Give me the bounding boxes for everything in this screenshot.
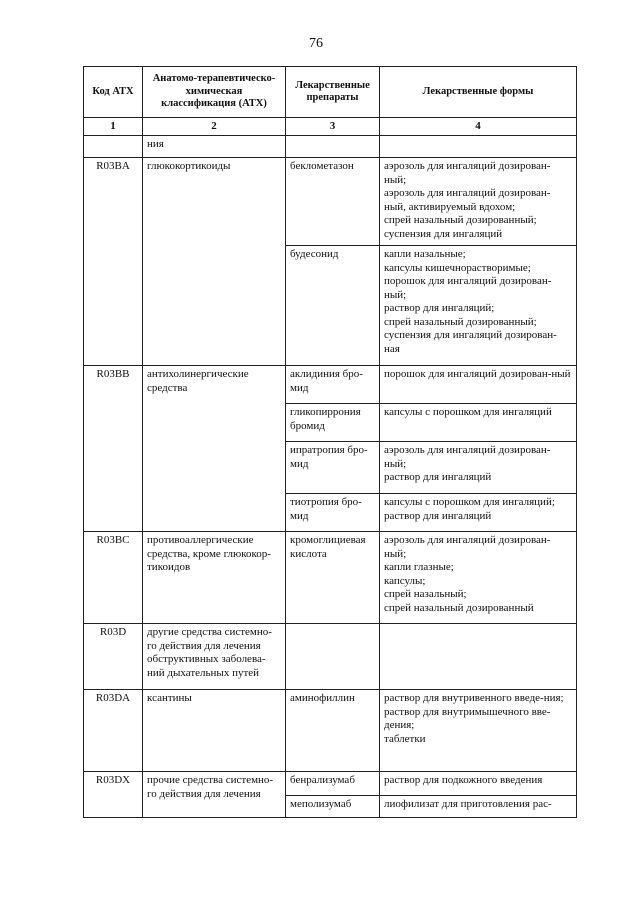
- column-number: 1: [84, 118, 143, 136]
- drug-cell: бенрализумаб: [286, 772, 380, 796]
- classification-cell: прочие средства системно-го действия для лечения: [143, 772, 286, 818]
- form-line: раствор для ингаляций;: [384, 302, 495, 314]
- form-line: капсулы;: [384, 574, 426, 587]
- form-cell: [380, 624, 577, 690]
- code-cell: R03DX: [84, 772, 143, 818]
- form-line: спрей назальный дозированный;: [384, 315, 537, 328]
- form-line: аэрозоль для ингаляций дозирован-ный;: [384, 160, 551, 186]
- code-cell: [84, 136, 143, 158]
- form-cell: [380, 796, 577, 818]
- table-row: [84, 624, 577, 690]
- form-line: капсулы кишечнорастворимые;: [384, 261, 531, 274]
- form-line: раствор для ингаляций: [384, 471, 492, 483]
- form-cell: [380, 136, 577, 158]
- code-cell: R03D: [84, 624, 143, 690]
- drug-cell: ипратропия бро-мид: [286, 442, 380, 494]
- form-line: аэрозоль для ингаляций дозирован-ный;: [384, 444, 551, 470]
- header-drugs: Лекарственные препараты: [286, 67, 380, 118]
- form-line: аэрозоль для ингаляций дозирован-ный, активируемый вдохом;: [384, 187, 551, 213]
- drug-cell: тиотропия бро-мид: [286, 494, 380, 532]
- form-line: капли глазные;: [384, 561, 454, 573]
- column-number: 4: [380, 118, 577, 136]
- page-number: 76: [309, 36, 323, 51]
- classification-cell: другие средства системно-го действия для лечения обструктивных заболева-ний дыхательных путей: [143, 624, 286, 690]
- code-cell: R03DA: [84, 690, 143, 772]
- form-cell: [380, 690, 577, 772]
- drug-cell: беклометазон: [286, 158, 380, 246]
- form-line: раствор для внутривенного введе-ния;: [384, 692, 564, 704]
- form-line: таблетки: [384, 732, 426, 745]
- header-code: Код АТХ: [84, 67, 143, 118]
- form-cell: [380, 158, 577, 246]
- column-number: 3: [286, 118, 380, 136]
- form-line: раствор для ингаляций: [384, 509, 492, 522]
- classification-cell: антихолинергические средства: [143, 366, 286, 532]
- code-cell: R03BC: [84, 532, 143, 624]
- form-line: капсулы с порошком для ингаляций;: [384, 496, 555, 508]
- form-cell: [380, 246, 577, 366]
- drug-cell: кромоглициевая кислота: [286, 532, 380, 624]
- classification-cell: ксантины: [143, 690, 286, 772]
- form-line: спрей назальный дозированный: [384, 601, 534, 614]
- code-cell: R03BB: [84, 366, 143, 532]
- form-cell: [380, 404, 577, 442]
- code-cell: R03BA: [84, 158, 143, 366]
- classification-cell: глюкокортикоиды: [143, 158, 286, 366]
- form-line: капсулы с порошком для ингаляций: [384, 406, 552, 418]
- form-line: раствор для внутримышечного вве-дения;: [384, 705, 551, 731]
- table-row: [84, 532, 577, 624]
- form-cell: [380, 494, 577, 532]
- drug-cell: будесонид: [286, 246, 380, 366]
- table-row: [84, 158, 577, 246]
- drug-cell: [286, 624, 380, 690]
- table-row: [84, 690, 577, 772]
- classification-cell: противоаллергические средства, кроме глюкокор-тикоидов: [143, 532, 286, 624]
- drug-cell: [286, 136, 380, 158]
- header-forms: Лекарственные формы: [380, 67, 577, 118]
- column-number-row: [84, 118, 577, 136]
- form-line: спрей назальный;: [384, 588, 467, 600]
- column-number: 2: [143, 118, 286, 136]
- header-row: [84, 67, 577, 118]
- drug-cell: аминофиллин: [286, 690, 380, 772]
- classification-cell: ния: [143, 136, 286, 158]
- atx-classification-table: [83, 66, 577, 818]
- table-row: [84, 366, 577, 404]
- form-line: порошок для ингаляций дозирован-ный: [384, 368, 571, 380]
- form-cell: [380, 532, 577, 624]
- form-line: раствор для подкожного введения: [384, 774, 543, 786]
- form-line: капли назальные;: [384, 248, 466, 260]
- form-line: спрей назальный дозированный;: [384, 214, 537, 226]
- form-cell: [380, 772, 577, 796]
- drug-cell: гликопиррония бромид: [286, 404, 380, 442]
- drug-cell: меполизумаб: [286, 796, 380, 818]
- form-line: суспензия для ингаляций: [384, 227, 503, 240]
- form-line: суспензия для ингаляций дозирован-ная: [384, 329, 557, 355]
- continuation-row: [84, 136, 577, 158]
- form-cell: [380, 442, 577, 494]
- form-line: порошок для ингаляций дозирован-ный;: [384, 275, 552, 301]
- form-cell: [380, 366, 577, 404]
- form-line: аэрозоль для ингаляций дозирован-ный;: [384, 534, 551, 560]
- drug-cell: аклидиния бро-мид: [286, 366, 380, 404]
- header-classification: Анатомо-терапевтическо-химическая классификация (АТХ): [143, 67, 286, 118]
- table-row: [84, 772, 577, 796]
- form-line: лиофилизат для приготовления рас-: [384, 798, 552, 810]
